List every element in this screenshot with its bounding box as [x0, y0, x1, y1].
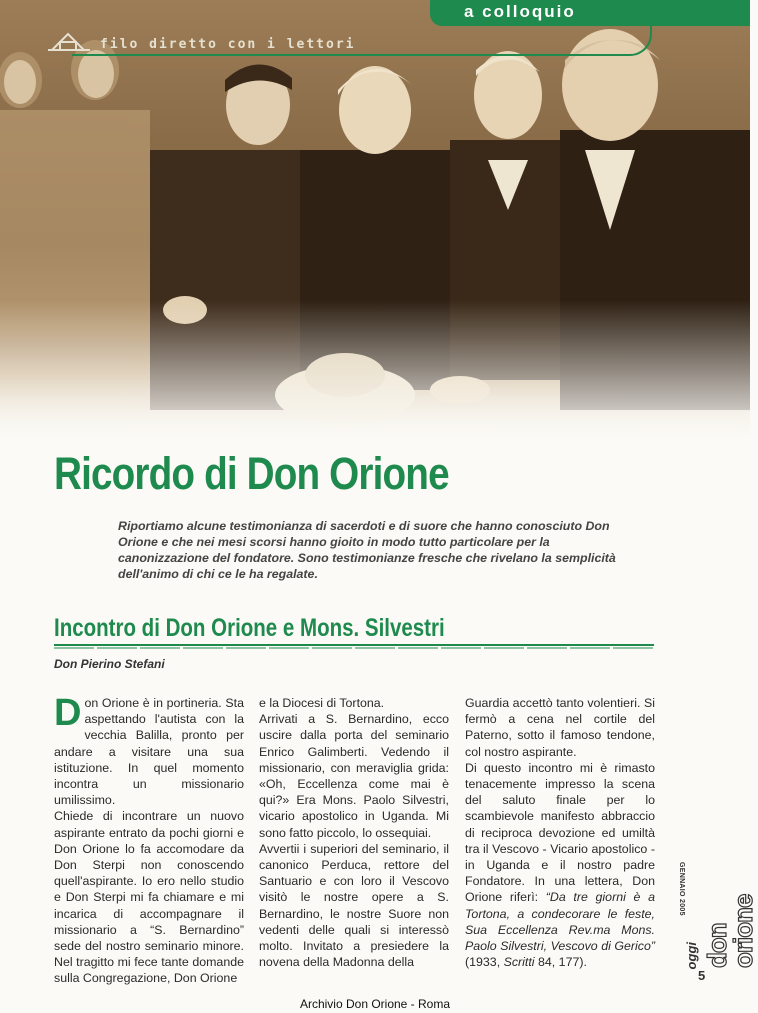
paragraph: Di questo incontro mi è rimasto tenacemente impresso la scena del saluto finale per lo scambievole manifesto abbraccio di reciproca devozione ed umiltà tra il Vescovo - Vicario apostolico - in Uganda e il nostro padre Fondatore. In una lettera, Don Orione riferì: “Da tre giorni è a Tortona, a condecorare le feste, Sua Eccellenza Rev.ma Mons. Paolo Silvestri, Vescovo di Gerico” (1933, Scritti 84, 177).: [465, 760, 655, 970]
quote: “Da tre giorni è a Tortona, a condecorare le feste, Sua Eccellenza Rev.ma Mons. Paolo Silvestri, Vescovo di Gerico”: [465, 890, 655, 954]
page-number: 5: [698, 968, 706, 983]
paragraph: e la Diocesi di Tortona.: [259, 696, 385, 710]
header-photo: [0, 0, 750, 445]
article-title: Ricordo di Don Orione: [54, 448, 449, 499]
masthead-title: don orione: [702, 894, 758, 968]
magazine-masthead: [664, 858, 758, 970]
article-subtitle: Incontro di Don Orione e Mons. Silvestri: [54, 614, 445, 642]
text-column-3: [465, 695, 655, 970]
drop-cap: D: [54, 692, 82, 734]
paragraph: Arrivati a S. Bernardino, ecco uscire dalla porta del seminario Enrico Galimberti. Vedendo il missionario, con meraviglia grida: «Oh, Eccellenza come mai è qui?» Era Mons. Paolo Silvestri, vicario apostolico in Uganda. Mi sono fatto piccolo, lo ossequiai.: [259, 712, 449, 840]
paragraph: Avvertii i superiori del seminario, il canonico Perduca, rettore del Santuario e con loro il Vescovo visitò le nostre opere a S. Bernardino, le nostre Suore non vedenti delle quali si interessò molto. Invitato a presiedere la novena della Madonna della: [259, 841, 449, 970]
masthead-subtitle: oggi: [684, 942, 699, 970]
paragraph: Chiede di incontrare un nuovo aspirante entrato da pochi giorni e Don Orione lo fa accomodare da Don Sterpi non conoscendo quell'aspirante. Io ero nello studio e Don Sterpi mi fa chiamare e mi incarica di accompagnare il missionario a “S. Bernardino” sede del nostro seminario minore. Nel tragitto mi fece tante domande sulla Congregazione, Don Orione: [54, 809, 244, 986]
article-author: Don Pierino Stefani: [54, 657, 165, 671]
section-tab: a colloquio: [430, 0, 750, 26]
text-column-1: [54, 692, 244, 987]
paragraph: Don Orione è in portineria. Sta aspettando l'autista con la vecchia Balilla, pronto per andare a visitare una sua istituzione. In quel momento incontra un missionario umilissimo.: [54, 692, 244, 808]
subtitle-rule: [54, 643, 654, 649]
paragraph: Guardia accettò tanto volentieri. Si fermò a cena nel cortile del Paterno, sotto il famoso tendone, col nostro aspirante.: [465, 696, 655, 759]
house-outline-icon: [48, 30, 90, 59]
masthead-date: GENNAIO 2005: [678, 862, 685, 916]
text-column-2: [259, 695, 449, 970]
section-label: filo diretto con i lettori: [100, 37, 356, 52]
article-intro: Riportiamo alcune testimonianza di sacerdoti e di suore che hanno conosciuto Don Orione e che nei mesi scorsi hanno gioito in modo tutto particolare per la canonizzazione del fondatore. Sono testimonianze fresche che rivelano la semplicità dell'animo di chi ce le ha regalate.: [118, 519, 616, 581]
sepia-photo-illustration: [0, 0, 750, 445]
archive-footer: Archivio Don Orione - Roma: [299, 997, 451, 1011]
